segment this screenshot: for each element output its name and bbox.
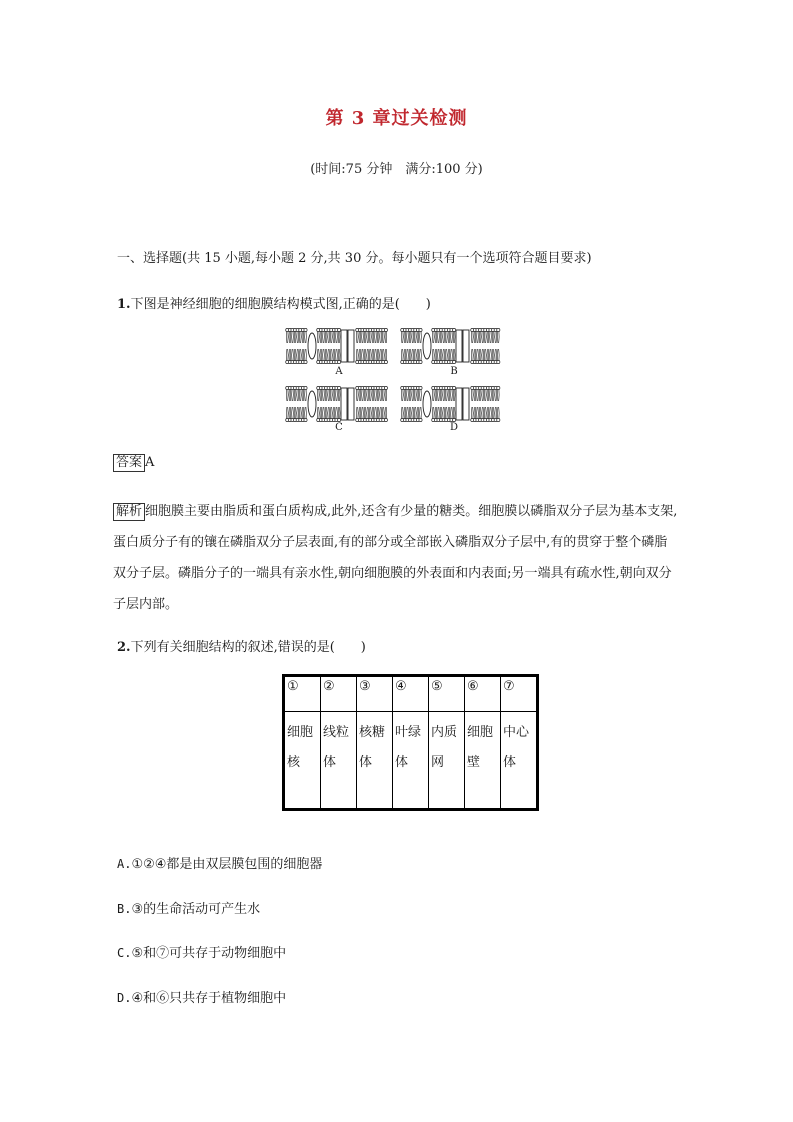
table-row (284, 676, 538, 712)
table-cell: ③ (357, 676, 393, 712)
membrane-diagram-b (399, 325, 509, 367)
table-cell: 内质网 (429, 712, 465, 810)
question-2 (117, 636, 366, 655)
analysis-text: 细胞膜主要由脂质和蛋白质构成,此外,还含有少量的糖类。细胞膜以磷脂双分子层为基本支架,蛋白质分子有的镶在磷脂双分子层表面,有的部分或全部嵌入磷脂双分子层中,有的贯穿于整个磷脂双分子层。磷脂分子的一端具有亲水性,朝向细胞膜的外表面和内表面;另一端具有疏水性,朝向双分子层内部。 (113, 504, 678, 612)
table-cell: 细胞核 (284, 712, 321, 810)
option-letter: C. (117, 946, 132, 960)
table-cell: ④ (393, 676, 429, 712)
exam-info: (时间:75 分钟 满分:100 分) (310, 162, 483, 177)
option-letter: D. (117, 991, 132, 1005)
figure-label-b: B (450, 366, 458, 377)
figure-label-a: A (335, 366, 343, 377)
section-heading: 一、选择题(共 15 小题,每小题 2 分,共 30 分。每小题只有一个选项符合题目要求) (117, 251, 592, 266)
question-number: 2. (117, 640, 131, 655)
table-cell: 核糖体 (357, 712, 393, 810)
table-cell: 叶绿体 (393, 712, 429, 810)
page-title: 第 3 章过关检测 (325, 108, 468, 129)
option-text: ①②④都是由双层膜包围的细胞器 (131, 857, 323, 872)
answer-tag: 答案 (113, 454, 145, 472)
table-cell: ① (284, 676, 321, 712)
question-text: 下列有关细胞结构的叙述,错误的是( ) (130, 640, 366, 655)
table-cell: 线粒体 (321, 712, 357, 810)
option-c (117, 942, 286, 961)
option-text: ⑤和⑦可共存于动物细胞中 (131, 946, 287, 961)
table-cell: ⑤ (429, 676, 465, 712)
question-text: 下图是神经细胞的细胞膜结构模式图,正确的是( ) (130, 297, 431, 312)
figure-label-c: C (335, 422, 343, 433)
option-a (117, 853, 322, 872)
option-letter: B. (117, 902, 132, 916)
membrane-diagram-d (399, 383, 509, 425)
membrane-diagram-c (284, 383, 394, 425)
table-cell: ⑦ (501, 676, 538, 712)
figure-label-d: D (449, 422, 459, 433)
option-text: ④和⑥只共存于植物细胞中 (131, 991, 287, 1006)
table-cell: ② (321, 676, 357, 712)
membrane-diagram-a (284, 325, 394, 367)
question-number: 1. (117, 297, 131, 312)
option-text: ③的生命活动可产生水 (131, 902, 261, 917)
question-1 (117, 293, 431, 312)
analysis-tag: 解析 (113, 503, 145, 521)
table-row (284, 712, 538, 810)
option-letter: A. (117, 857, 132, 871)
option-b (117, 898, 260, 917)
organelle-table (282, 674, 539, 811)
table-cell: ⑥ (465, 676, 501, 712)
table-cell: 中心体 (501, 712, 538, 810)
answer-value: A (145, 455, 155, 470)
answer-line (113, 454, 154, 472)
membrane-figure (284, 325, 506, 435)
option-d (117, 987, 286, 1006)
analysis (113, 496, 678, 620)
table-cell: 细胞壁 (465, 712, 501, 810)
